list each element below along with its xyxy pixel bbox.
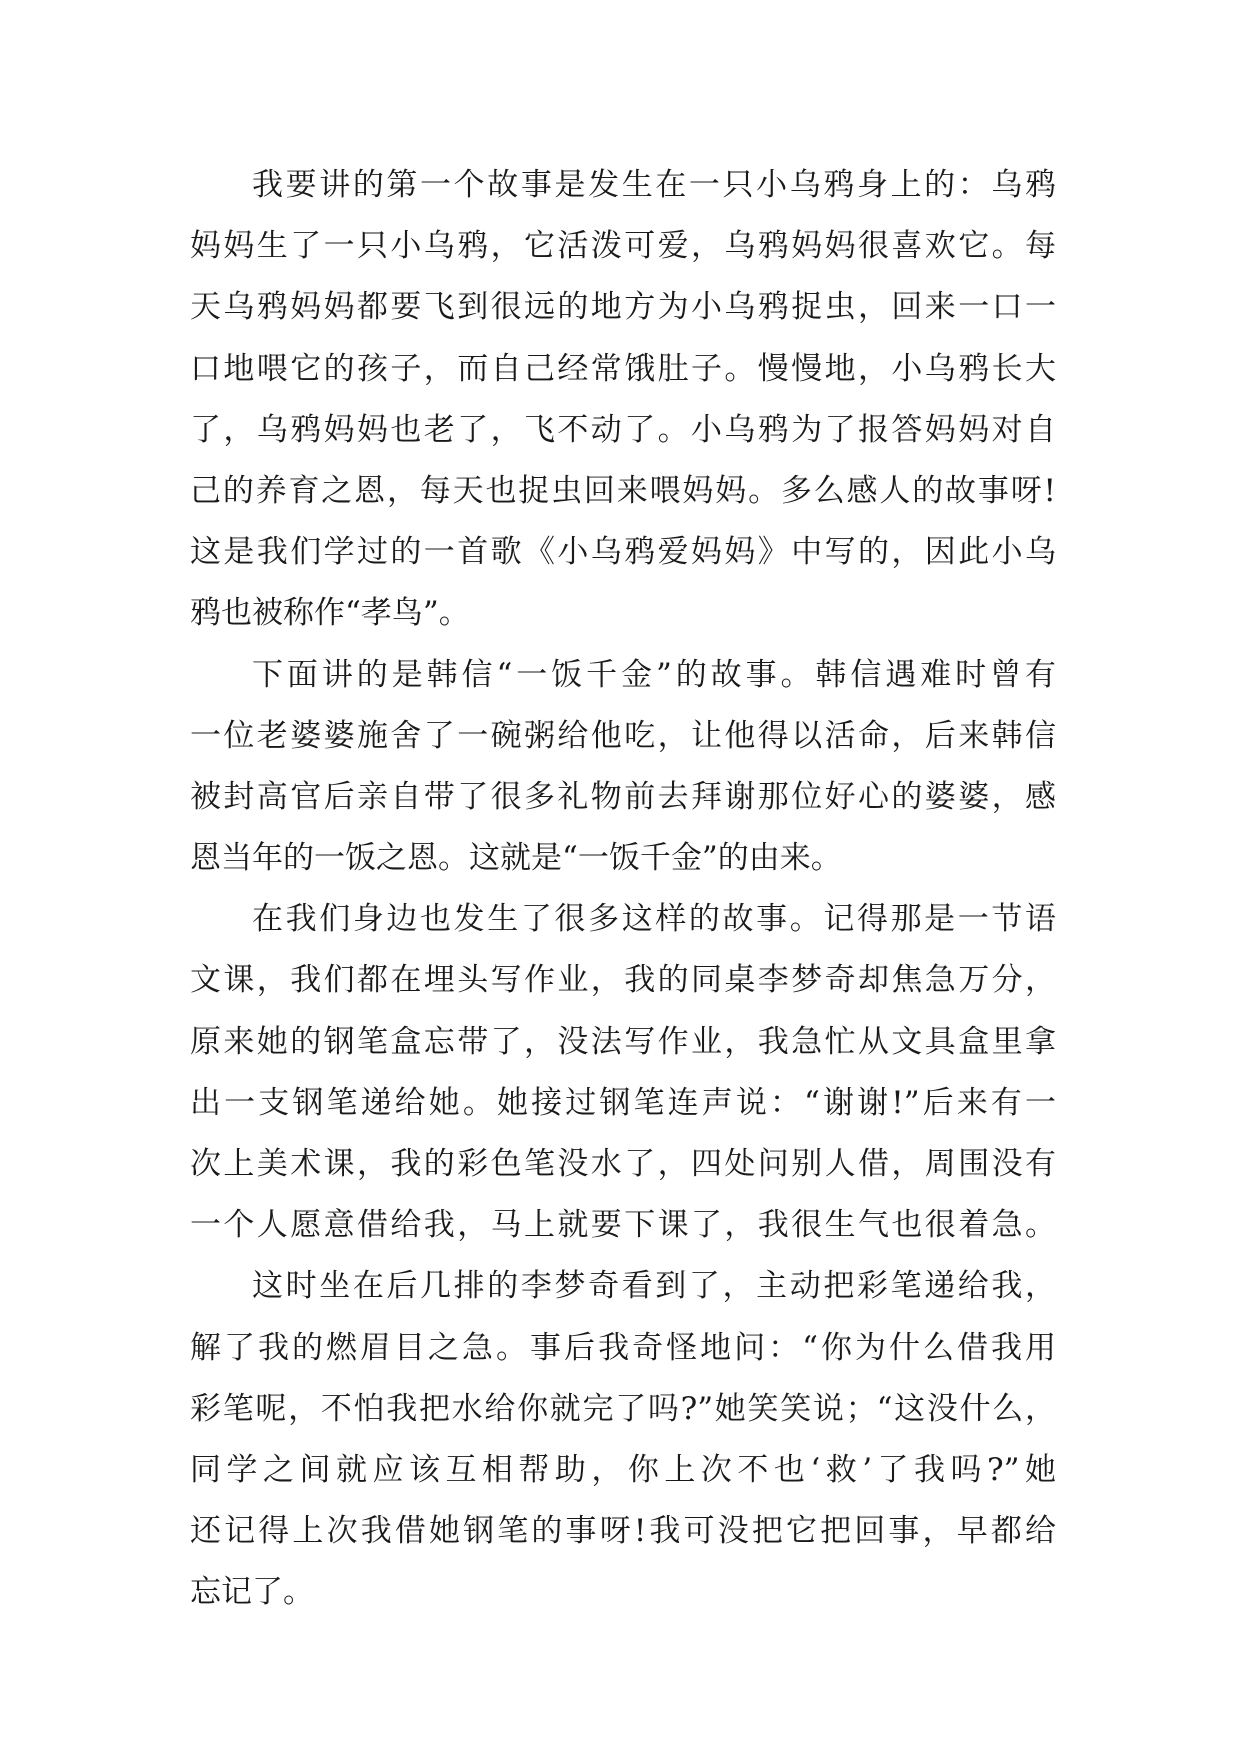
text-line: 口地喂它的孩子，而自己经常饿肚子。慢慢地，小乌鸦长大 [190, 350, 1056, 387]
paragraph-hanxin-story [190, 645, 1056, 890]
text-line: 被封高官后亲自带了很多礼物前去拜谢那位好心的婆婆，感 [190, 778, 1056, 815]
text-line: 我要讲的第一个故事是发生在一只小乌鸦身上的：乌鸦 [252, 167, 1056, 203]
text-line: 彩笔呢，不怕我把水给你就完了吗?”她笑笑说；“这没什么， [190, 1390, 1056, 1427]
text-line: 同学之间就应该互相帮助，你上次不也‘救’了我吗?”她 [190, 1451, 1056, 1488]
text-line: 下面讲的是韩信“一饭千金”的故事。韩信遇难时曾有 [252, 656, 1056, 693]
text-line: 还记得上次我借她钢笔的事呀!我可没把它把回事，早都给 [190, 1513, 1056, 1550]
text-line: 忘记了。 [190, 1574, 314, 1611]
text-line: 恩当年的一饭之恩。这就是“一饭千金”的由来。 [190, 840, 842, 877]
text-line: 了，乌鸦妈妈也老了，飞不动了。小乌鸦为了报答妈妈对自 [190, 411, 1056, 448]
text-line: 次上美术课，我的彩色笔没水了，四处问别人借，周围没有 [190, 1146, 1056, 1182]
text-line: 己的养育之恩，每天也捉虫回来喂妈妈。多么感人的故事呀! [190, 472, 1056, 509]
paragraph-pen-story [190, 889, 1056, 1256]
text-line: 天乌鸦妈妈都要飞到很远的地方为小乌鸦捉虫，回来一口一 [190, 289, 1056, 326]
text-line: 这时坐在后几排的李梦奇看到了，主动把彩笔递给我， [252, 1268, 1056, 1305]
text-line: 这是我们学过的一首歌《小乌鸦爱妈妈》中写的，因此小乌 [190, 534, 1056, 571]
text-line: 文课，我们都在埋头写作业，我的同桌李梦奇却焦急万分， [190, 962, 1056, 999]
text-line: 解了我的燃眉目之急。事后我奇怪地问：“你为什么借我用 [190, 1329, 1056, 1366]
text-line: 出一支钢笔递给她。她接过钢笔连声说：“谢谢!”后来有一 [190, 1084, 1056, 1121]
text-line: 在我们身边也发生了很多这样的故事。记得那是一节语 [252, 901, 1056, 938]
text-line: 一个人愿意借给我，马上就要下课了，我很生气也很着急。 [190, 1207, 1056, 1244]
text-line: 鸦也被称作“孝鸟”。 [190, 595, 470, 632]
text-line: 妈妈生了一只小乌鸦，它活泼可爱，乌鸦妈妈很喜欢它。每 [190, 228, 1056, 265]
paragraph-colored-pen-story [190, 1256, 1056, 1623]
text-line: 原来她的钢笔盒忘带了，没法写作业，我急忙从文具盒里拿 [190, 1023, 1056, 1060]
document-body [190, 155, 1056, 1624]
text-line: 一位老婆婆施舍了一碗粥给他吃，让他得以活命，后来韩信 [190, 717, 1056, 754]
paragraph-crow-story [190, 155, 1056, 645]
